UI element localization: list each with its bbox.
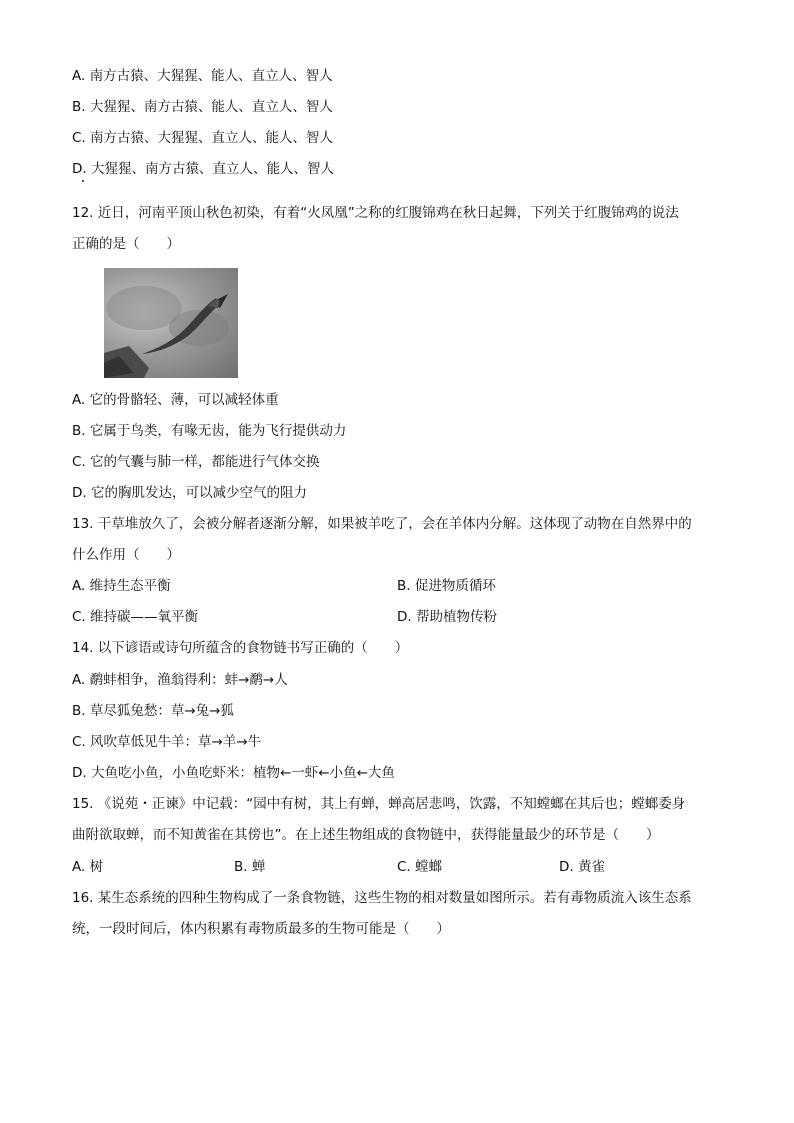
q15-option-c: C. 螳螂	[397, 859, 443, 875]
q15-option-d: D. 黄雀	[559, 859, 605, 875]
q12-option-c: C. 它的气囊与肺一样，都能进行气体交换	[72, 454, 320, 470]
q12-option-b: B. 它属于鸟类，有喙无齿，能为飞行提供动力	[72, 423, 347, 439]
q13-stem-line1: 13. 干草堆放久了，会被分解者逐渐分解，如果被羊吃了，会在羊体内分解。这体现了动物在自然界中的	[72, 516, 692, 532]
q13-option-d: D. 帮助植物传粉	[397, 609, 497, 625]
q12-option-d: D. 它的胸肌发达，可以减少空气的阻力	[72, 485, 307, 501]
q13-option-c: C. 维持碳——氧平衡	[72, 609, 199, 625]
q15-stem-line2: 曲附欲取蝉，而不知黄雀在其傍也”。在上述生物组成的食物链中，获得能量最少的环节是（ ）	[72, 827, 660, 843]
q16-stem-line1: 16. 某生态系统的四种生物构成了一条食物链，这些生物的相对数量如图所示。若有毒物质流入该生态系	[72, 890, 692, 906]
q13-stem-line2: 什么作用（ ）	[72, 547, 180, 563]
q11-option-a: A. 南方古猿、大猩猩、能人、直立人、智人	[72, 68, 333, 84]
q15-stem-line1: 15. 《说苑・正谏》中记载：“园中有树，其上有蝉，蝉高居悲鸣，饮露，不知螳螂在其后也；螳螂委身	[72, 796, 686, 812]
q14-option-c: C. 风吹草低见牛羊：草→羊→牛	[72, 734, 262, 750]
q13-option-b: B. 促进物质循环	[397, 578, 496, 594]
q11-option-d: D. 大猩猩、南方古猿、直立人、能人、智人	[72, 161, 334, 177]
q12-stem-line1: 12. 近日，河南平顶山秋色初染，有着“火凤凰”之称的红腹锦鸡在秋日起舞，下列关于红腹锦鸡的说法	[72, 205, 679, 221]
q11-option-b: B. 大猩猩、南方古猿、能人、直立人、智人	[72, 99, 333, 115]
q16-stem-line2: 统，一段时间后，体内积累有毒物质最多的生物可能是（ ）	[72, 921, 450, 937]
q15-option-b: B. 蝉	[234, 859, 266, 875]
q12-stem-line2: 正确的是（ ）	[72, 236, 180, 252]
stray-dot	[82, 180, 84, 182]
q14-option-b: B. 草尽狐兔愁：草→兔→狐	[72, 703, 234, 719]
golden-pheasant-photo	[104, 268, 238, 378]
q14-option-d: D. 大鱼吃小鱼，小鱼吃虾米：植物←一虾←小鱼←大鱼	[72, 765, 395, 781]
q14-stem-line1: 14. 以下谚语或诗句所蕴含的食物链书写正确的（ ）	[72, 640, 409, 656]
q13-option-a: A. 维持生态平衡	[72, 578, 171, 594]
q15-option-a: A. 树	[72, 859, 104, 875]
q11-option-c: C. 南方古猿、大猩猩、直立人、能人、智人	[72, 130, 334, 146]
q14-option-a: A. 鹬蚌相争，渔翁得利：蚌→鹬→人	[72, 672, 288, 688]
q12-option-a: A. 它的骨骼轻、薄，可以减轻体重	[72, 392, 279, 408]
